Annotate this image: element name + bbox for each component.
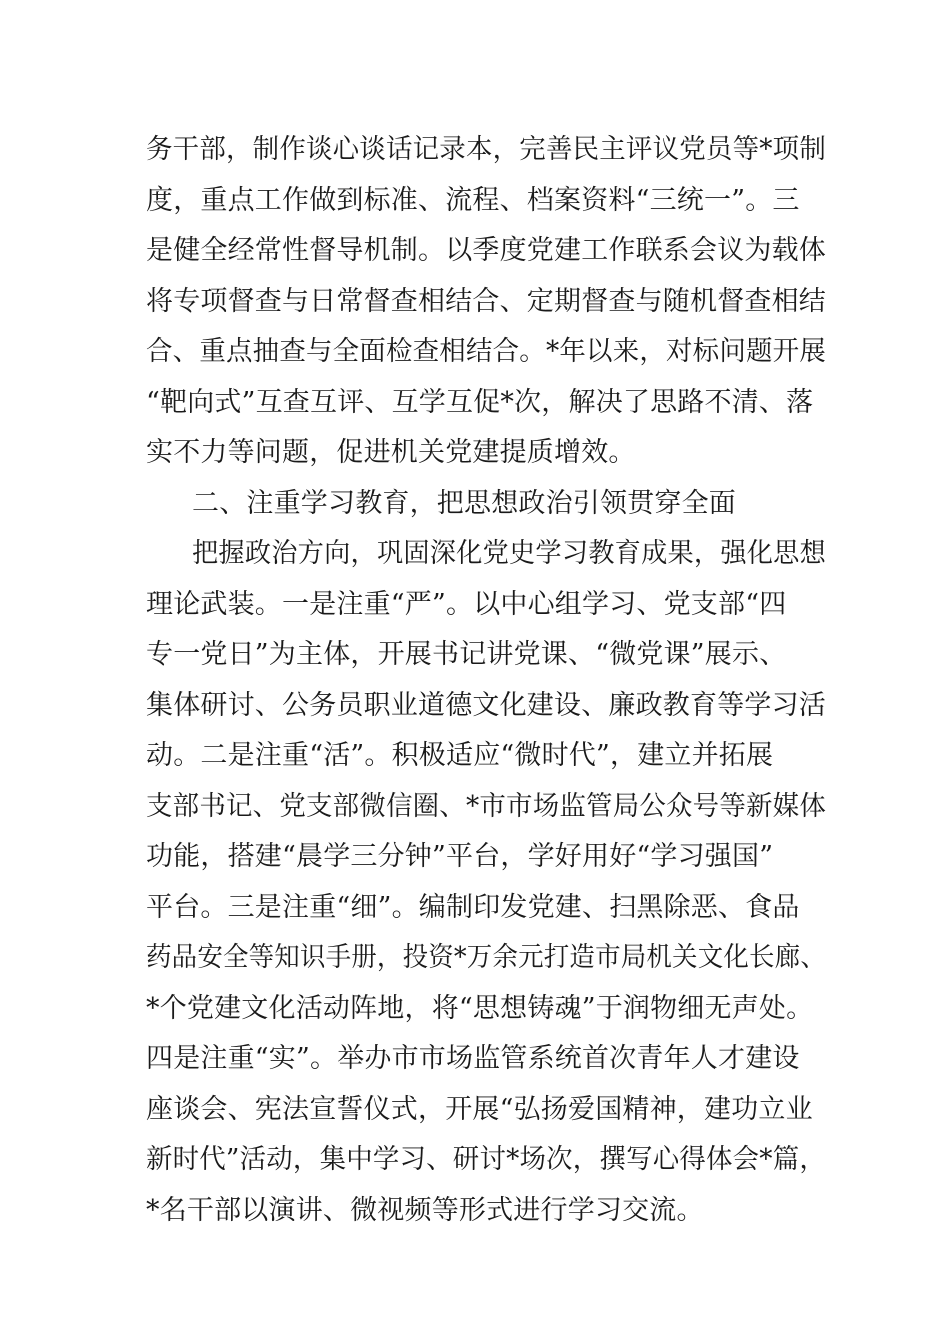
text-line: “靶向式”互查互评、互学互促*次，解决了思路不清、落 bbox=[146, 386, 814, 418]
text-line: 实不力等问题，促进机关党建提质增效。 bbox=[146, 437, 636, 468]
text-line: 座谈会、宪法宣誓仪式，开展“弘扬爱国精神，建功立业 bbox=[146, 1093, 813, 1125]
text-line: 是健全经常性督导机制。以季度党建工作联系会议为载体 bbox=[146, 235, 826, 266]
text-line: 功能，搭建“晨学三分钟”平台，学好用好“学习强国” bbox=[146, 841, 774, 872]
text-line: *名干部以演讲、微视频等形式进行学习交流。 bbox=[146, 1194, 704, 1226]
text-line: 药品安全等知识手册，投资*万余元打造市局机关文化长廊、 bbox=[146, 942, 826, 973]
text-line: 动。二是注重“活”。积极适应“微时代”，建立并拓展 bbox=[146, 740, 774, 771]
text-line: *个党建文化活动阵地，将“思想铸魂”于润物细无声处。 bbox=[146, 992, 814, 1024]
body-text bbox=[146, 125, 826, 1236]
text-line: 平台。三是注重“细”。编制印发党建、扫黑除恶、食品 bbox=[146, 891, 800, 923]
text-line: 度，重点工作做到标准、流程、档案资料“三统一”。三 bbox=[146, 184, 800, 216]
text-line: 合、重点抽查与全面检查相结合。*年以来，对标问题开展 bbox=[146, 336, 826, 367]
text-line: 集体研讨、公务员职业道德文化建设、廉政教育等学习活 bbox=[146, 689, 826, 721]
text-line: 将专项督查与日常督查相结合、定期督查与随机督查相结 bbox=[146, 285, 826, 317]
paragraph-start: 把握政治方向，巩固深化党史学习教育成果，强化思想 bbox=[192, 538, 826, 569]
text-line: 专一党日”为主体，开展书记讲党课、“微党课”展示、 bbox=[146, 639, 787, 670]
text-line: 四是注重“实”。举办市市场监管系统首次青年人才建设 bbox=[146, 1043, 800, 1074]
section-heading: 二、注重学习教育，把思想政治引领贯穿全面 bbox=[192, 487, 736, 519]
text-line: 理论武装。一是注重“严”。以中心组学习、党支部“四 bbox=[146, 588, 787, 620]
text-line: 新时代”活动，集中学习、研讨*场次，撰写心得体会*篇， bbox=[146, 1144, 826, 1175]
text-line: 务干部，制作谈心谈话记录本，完善民主评议党员等*项制 bbox=[146, 134, 826, 165]
text-line: 支部书记、党支部微信圈、*市市场监管局公众号等新媒体 bbox=[146, 790, 826, 822]
